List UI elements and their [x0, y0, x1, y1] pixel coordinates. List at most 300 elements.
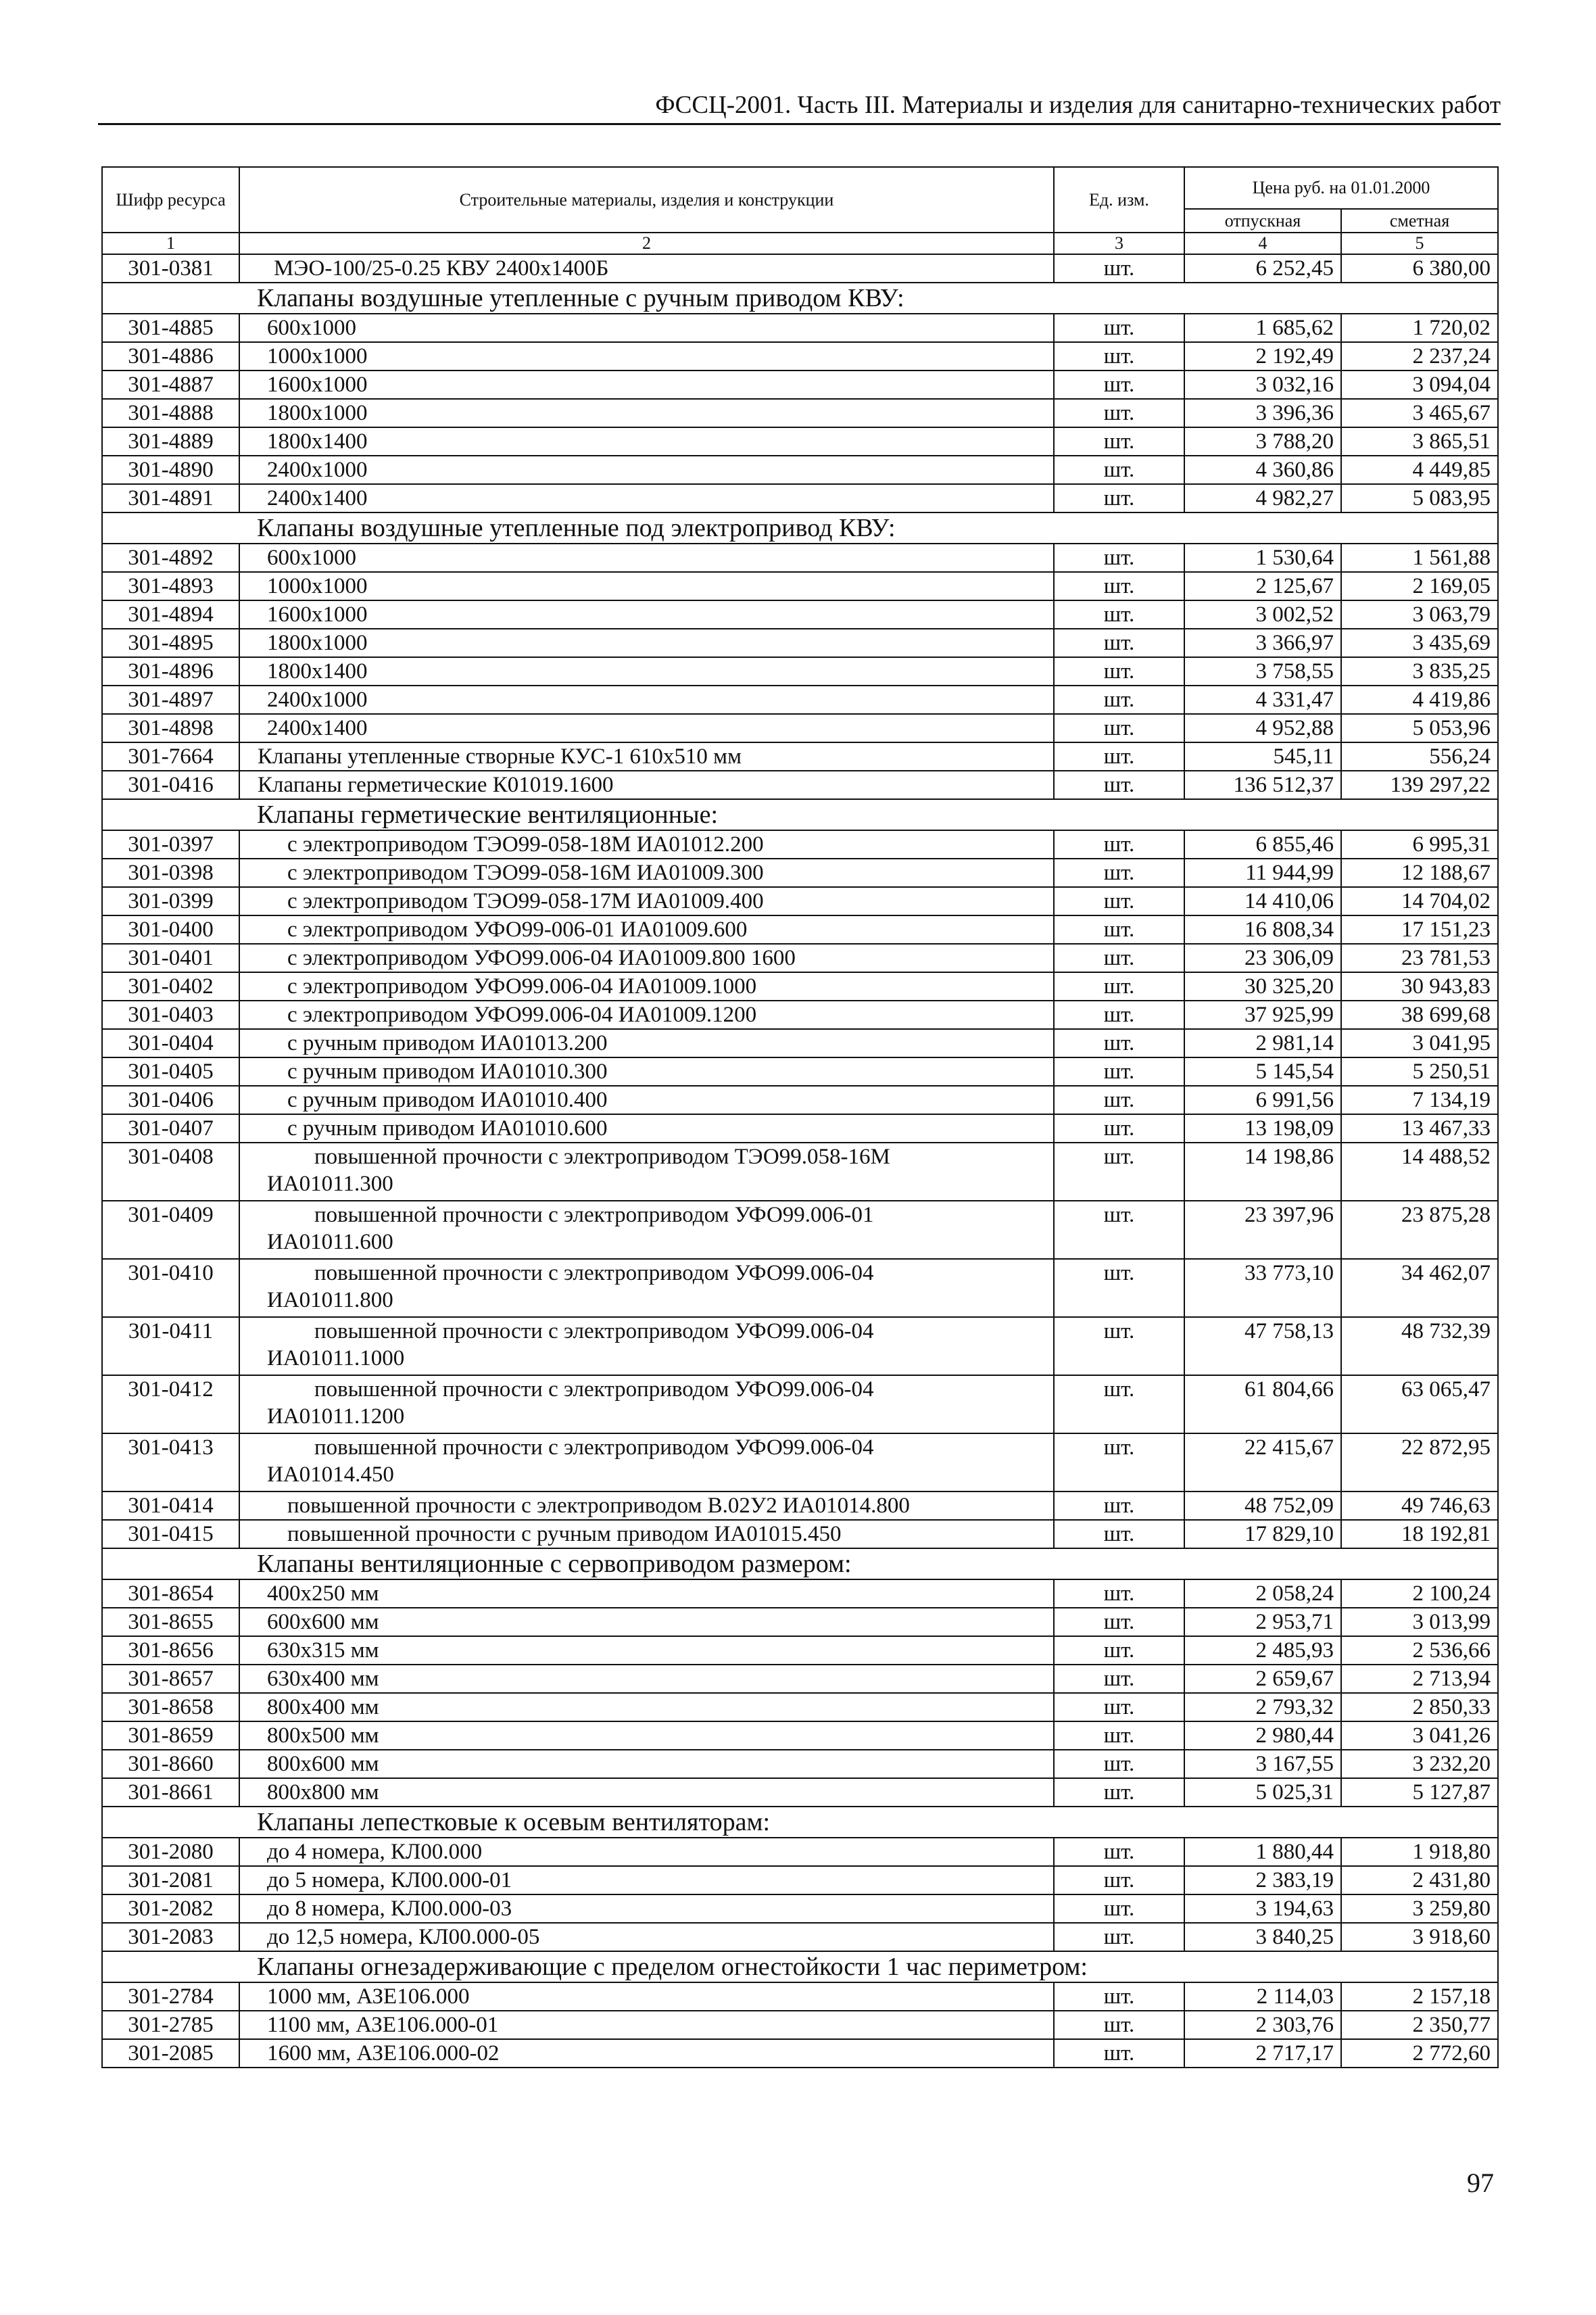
- estimate-price: 2 350,77: [1341, 2011, 1498, 2039]
- estimate-price: 17 151,23: [1341, 915, 1498, 944]
- resource-code: 301-4885: [102, 314, 239, 342]
- estimate-price: 556,24: [1341, 742, 1498, 771]
- unit-of-measure: шт.: [1054, 1001, 1184, 1029]
- estimate-price: 6 995,31: [1341, 830, 1498, 859]
- item-name-line: повышенной прочности с электроприводом ТЭО99.058-16М: [314, 1145, 890, 1169]
- item-name: 630х400 мм: [239, 1665, 1054, 1693]
- resource-code: 301-2083: [102, 1923, 239, 1951]
- estimate-price: 2 431,80: [1341, 1866, 1498, 1894]
- resource-code: 301-0402: [102, 972, 239, 1001]
- resource-code: 301-0397: [102, 830, 239, 859]
- unit-of-measure: шт.: [1054, 686, 1184, 714]
- table-row: [102, 600, 1498, 629]
- estimate-price: 2 713,94: [1341, 1665, 1498, 1693]
- table-row: [102, 1750, 1498, 1778]
- item-name-line: повышенной прочности с электроприводом УФО99.006-04: [314, 1261, 874, 1285]
- header-unit: Ед. изм.: [1054, 167, 1184, 233]
- estimate-price: 3 918,60: [1341, 1923, 1498, 1951]
- release-price: 4 360,86: [1184, 456, 1341, 484]
- item-name: 1800х1000: [239, 629, 1054, 657]
- item-name: [239, 1375, 1054, 1433]
- item-name: 1000 мм, АЗЕ106.000: [239, 1982, 1054, 2011]
- resource-code: 301-4897: [102, 686, 239, 714]
- unit-of-measure: шт.: [1054, 484, 1184, 512]
- estimate-price: 14 704,02: [1341, 887, 1498, 915]
- item-name: с электроприводом УФО99.006-04 ИА01009.800 1600: [239, 944, 1054, 972]
- unit-of-measure: шт.: [1054, 342, 1184, 371]
- release-price: 2 303,76: [1184, 2011, 1341, 2039]
- release-price: 16 808,34: [1184, 915, 1341, 944]
- item-name: [239, 1317, 1054, 1375]
- unit-of-measure: шт.: [1054, 1721, 1184, 1750]
- section-heading: Клапаны герметические вентиляционные:: [102, 799, 1498, 830]
- resource-code: 301-0416: [102, 771, 239, 799]
- item-name: [239, 1201, 1054, 1259]
- table-row: [102, 771, 1498, 799]
- resource-code: 301-4888: [102, 399, 239, 427]
- release-price: 2 659,67: [1184, 1665, 1341, 1693]
- resource-code: 301-8658: [102, 1693, 239, 1721]
- release-price: 3 002,52: [1184, 600, 1341, 629]
- resource-code: 301-8657: [102, 1665, 239, 1693]
- section-heading-row: [102, 799, 1498, 830]
- header-name: Строительные материалы, изделия и конструкции: [239, 167, 1054, 233]
- section-heading-row: [102, 1951, 1498, 1982]
- estimate-price: 3 094,04: [1341, 371, 1498, 399]
- header-code: Шифр ресурса: [102, 167, 239, 233]
- unit-of-measure: шт.: [1054, 1923, 1184, 1951]
- unit-of-measure: шт.: [1054, 1317, 1184, 1375]
- release-price: 2 383,19: [1184, 1866, 1341, 1894]
- resource-code: 301-0400: [102, 915, 239, 944]
- item-name: [239, 1259, 1054, 1317]
- item-name: Клапаны герметические К01019.1600: [239, 771, 1054, 799]
- release-price: 4 331,47: [1184, 686, 1341, 714]
- resource-code: 301-4895: [102, 629, 239, 657]
- unit-of-measure: шт.: [1054, 1143, 1184, 1201]
- table-row: [102, 1086, 1498, 1114]
- estimate-price: 3 465,67: [1341, 399, 1498, 427]
- header-release-price: отпускная: [1184, 209, 1341, 233]
- resource-code: 301-0409: [102, 1201, 239, 1259]
- item-name: повышенной прочности с ручным приводом ИА01015.450: [239, 1520, 1054, 1548]
- estimate-price: 38 699,68: [1341, 1001, 1498, 1029]
- estimate-price: 1 918,80: [1341, 1838, 1498, 1866]
- header-price-group: Цена руб. на 01.01.2000: [1184, 167, 1498, 209]
- resource-code: 301-0411: [102, 1317, 239, 1375]
- item-name: с электроприводом ТЭО99-058-16М ИА01009.300: [239, 859, 1054, 887]
- item-name-line: ИА01011.1200: [267, 1404, 405, 1429]
- unit-of-measure: шт.: [1054, 887, 1184, 915]
- estimate-price: 139 297,22: [1341, 771, 1498, 799]
- resource-code: 301-0405: [102, 1057, 239, 1086]
- item-name: с ручным приводом ИА01010.600: [239, 1114, 1054, 1143]
- unit-of-measure: шт.: [1054, 600, 1184, 629]
- resource-code: 301-4892: [102, 544, 239, 572]
- table-row: [102, 342, 1498, 371]
- document-title: ФССЦ-2001. Часть III. Материалы и изделия для санитарно-технических работ: [655, 91, 1501, 119]
- release-price: 48 752,09: [1184, 1491, 1341, 1520]
- resource-code: 301-0398: [102, 859, 239, 887]
- unit-of-measure: шт.: [1054, 915, 1184, 944]
- unit-of-measure: шт.: [1054, 254, 1184, 283]
- table-row: [102, 1375, 1498, 1433]
- estimate-price: 1 720,02: [1341, 314, 1498, 342]
- item-name-line: ИА01011.800: [267, 1288, 393, 1312]
- unit-of-measure: шт.: [1054, 1982, 1184, 2011]
- unit-of-measure: шт.: [1054, 399, 1184, 427]
- release-price: 14 410,06: [1184, 887, 1341, 915]
- table-row: [102, 1866, 1498, 1894]
- table-row: [102, 1778, 1498, 1807]
- item-name: до 5 номера, КЛ00.000-01: [239, 1866, 1054, 1894]
- release-price: 5 025,31: [1184, 1778, 1341, 1807]
- item-name: 1000х1000: [239, 572, 1054, 600]
- resource-code: 301-2082: [102, 1894, 239, 1923]
- table-header: [102, 167, 1498, 254]
- resource-code: 301-0414: [102, 1491, 239, 1520]
- release-price: 4 982,27: [1184, 484, 1341, 512]
- unit-of-measure: шт.: [1054, 1086, 1184, 1114]
- table-row: [102, 1143, 1498, 1201]
- table-row: [102, 629, 1498, 657]
- unit-of-measure: шт.: [1054, 371, 1184, 399]
- table-row: [102, 1721, 1498, 1750]
- table-row: [102, 2039, 1498, 2068]
- release-price: 545,11: [1184, 742, 1341, 771]
- table-row: [102, 544, 1498, 572]
- unit-of-measure: шт.: [1054, 859, 1184, 887]
- item-name: с ручным приводом ИА01010.400: [239, 1086, 1054, 1114]
- column-numbers-row: [102, 233, 1498, 254]
- unit-of-measure: шт.: [1054, 1778, 1184, 1807]
- estimate-price: 23 875,28: [1341, 1201, 1498, 1259]
- table-row: [102, 1894, 1498, 1923]
- release-price: 37 925,99: [1184, 1001, 1341, 1029]
- resource-code: 301-8656: [102, 1636, 239, 1665]
- estimate-price: 63 065,47: [1341, 1375, 1498, 1433]
- resource-code: 301-2080: [102, 1838, 239, 1866]
- item-name: 800х500 мм: [239, 1721, 1054, 1750]
- resource-code: 301-8654: [102, 1579, 239, 1608]
- table-row: [102, 1433, 1498, 1491]
- estimate-price: 5 053,96: [1341, 714, 1498, 742]
- estimate-price: 30 943,83: [1341, 972, 1498, 1001]
- column-number: 2: [239, 233, 1054, 254]
- unit-of-measure: шт.: [1054, 2011, 1184, 2039]
- release-price: 3 366,97: [1184, 629, 1341, 657]
- estimate-price: 4 449,85: [1341, 456, 1498, 484]
- table-row: [102, 1923, 1498, 1951]
- resource-code: 301-0399: [102, 887, 239, 915]
- resource-code: 301-4893: [102, 572, 239, 600]
- unit-of-measure: шт.: [1054, 629, 1184, 657]
- release-price: 61 804,66: [1184, 1375, 1341, 1433]
- table-row: [102, 572, 1498, 600]
- unit-of-measure: шт.: [1054, 1433, 1184, 1491]
- table-row: [102, 1057, 1498, 1086]
- page-number: 97: [1467, 2168, 1494, 2198]
- resource-code: 301-4886: [102, 342, 239, 371]
- unit-of-measure: шт.: [1054, 1491, 1184, 1520]
- estimate-price: 12 188,67: [1341, 859, 1498, 887]
- section-heading: Клапаны воздушные утепленные под электропривод КВУ:: [102, 512, 1498, 544]
- header-estimate-price: сметная: [1341, 209, 1498, 233]
- item-name: 2400х1000: [239, 686, 1054, 714]
- unit-of-measure: шт.: [1054, 1866, 1184, 1894]
- release-price: 2 793,32: [1184, 1693, 1341, 1721]
- item-name: 1800х1000: [239, 399, 1054, 427]
- item-name: 1000х1000: [239, 342, 1054, 371]
- item-name-line: ИА01011.300: [267, 1172, 393, 1196]
- release-price: 2 058,24: [1184, 1579, 1341, 1608]
- table-row: [102, 972, 1498, 1001]
- release-price: 136 512,37: [1184, 771, 1341, 799]
- release-price: 2 125,67: [1184, 572, 1341, 600]
- release-price: 3 167,55: [1184, 1750, 1341, 1778]
- table-row: [102, 714, 1498, 742]
- table-row: [102, 944, 1498, 972]
- item-name: 400х250 мм: [239, 1579, 1054, 1608]
- resource-code: 301-0406: [102, 1086, 239, 1114]
- resource-code: 301-0404: [102, 1029, 239, 1057]
- resource-code: 301-0410: [102, 1259, 239, 1317]
- release-price: 1 530,64: [1184, 544, 1341, 572]
- unit-of-measure: шт.: [1054, 1579, 1184, 1608]
- unit-of-measure: шт.: [1054, 657, 1184, 686]
- resource-code: 301-4891: [102, 484, 239, 512]
- item-name: 1800х1400: [239, 657, 1054, 686]
- unit-of-measure: шт.: [1054, 1375, 1184, 1433]
- estimate-price: 3 063,79: [1341, 600, 1498, 629]
- item-name: 2400х1400: [239, 484, 1054, 512]
- resource-code: 301-0381: [102, 254, 239, 283]
- release-price: 3 758,55: [1184, 657, 1341, 686]
- item-name-line: ИА01011.600: [267, 1230, 393, 1254]
- item-name: [239, 1143, 1054, 1201]
- table-row: [102, 1838, 1498, 1866]
- estimate-price: 2 850,33: [1341, 1693, 1498, 1721]
- release-price: 30 325,20: [1184, 972, 1341, 1001]
- unit-of-measure: шт.: [1054, 1894, 1184, 1923]
- table-row: [102, 859, 1498, 887]
- item-name: с электроприводом ТЭО99-058-18М ИА01012.200: [239, 830, 1054, 859]
- column-number: 3: [1054, 233, 1184, 254]
- table-body: [102, 254, 1498, 2068]
- release-price: 6 855,46: [1184, 830, 1341, 859]
- unit-of-measure: шт.: [1054, 1636, 1184, 1665]
- unit-of-measure: шт.: [1054, 1029, 1184, 1057]
- release-price: 2 485,93: [1184, 1636, 1341, 1665]
- estimate-price: 5 127,87: [1341, 1778, 1498, 1807]
- item-name: 1600 мм, АЗЕ106.000-02: [239, 2039, 1054, 2068]
- item-name-line: повышенной прочности с электроприводом УФО99.006-04: [314, 1377, 874, 1402]
- item-name: 1100 мм, АЗЕ106.000-01: [239, 2011, 1054, 2039]
- unit-of-measure: шт.: [1054, 1201, 1184, 1259]
- resource-code: 301-4889: [102, 427, 239, 456]
- table-row: [102, 1520, 1498, 1548]
- release-price: 6 991,56: [1184, 1086, 1341, 1114]
- item-name-line: повышенной прочности с электроприводом УФО99.006-04: [314, 1435, 874, 1460]
- price-table: [101, 166, 1499, 2068]
- table-row: [102, 686, 1498, 714]
- release-price: 1 685,62: [1184, 314, 1341, 342]
- unit-of-measure: шт.: [1054, 427, 1184, 456]
- item-name: 600х1000: [239, 544, 1054, 572]
- item-name: МЭО-100/25-0.25 КВУ 2400х1400Б: [239, 254, 1054, 283]
- unit-of-measure: шт.: [1054, 1665, 1184, 1693]
- table-row: [102, 314, 1498, 342]
- release-price: 33 773,10: [1184, 1259, 1341, 1317]
- unit-of-measure: шт.: [1054, 1057, 1184, 1086]
- estimate-price: 5 250,51: [1341, 1057, 1498, 1086]
- estimate-price: 1 561,88: [1341, 544, 1498, 572]
- section-heading-row: [102, 283, 1498, 314]
- unit-of-measure: шт.: [1054, 2039, 1184, 2068]
- resource-code: 301-0415: [102, 1520, 239, 1548]
- item-name: 1800х1400: [239, 427, 1054, 456]
- item-name: 630х315 мм: [239, 1636, 1054, 1665]
- section-heading: Клапаны вентиляционные с сервоприводом размером:: [102, 1548, 1498, 1579]
- unit-of-measure: шт.: [1054, 1838, 1184, 1866]
- item-name: с ручным приводом ИА01013.200: [239, 1029, 1054, 1057]
- release-price: 17 829,10: [1184, 1520, 1341, 1548]
- unit-of-measure: шт.: [1054, 572, 1184, 600]
- section-heading: Клапаны огнезадерживающие с пределом огнестойкости 1 час периметром:: [102, 1951, 1498, 1982]
- resource-code: 301-4887: [102, 371, 239, 399]
- estimate-price: 7 134,19: [1341, 1086, 1498, 1114]
- resource-code: 301-0401: [102, 944, 239, 972]
- release-price: 2 953,71: [1184, 1608, 1341, 1636]
- estimate-price: 49 746,63: [1341, 1491, 1498, 1520]
- table-row: [102, 657, 1498, 686]
- table-row: [102, 1608, 1498, 1636]
- item-name: с электроприводом УФО99.006-04 ИА01009.1200: [239, 1001, 1054, 1029]
- item-name: 800х400 мм: [239, 1693, 1054, 1721]
- column-number: 4: [1184, 233, 1341, 254]
- table-row: [102, 1317, 1498, 1375]
- release-price: 23 306,09: [1184, 944, 1341, 972]
- estimate-price: 5 083,95: [1341, 484, 1498, 512]
- resource-code: 301-0408: [102, 1143, 239, 1201]
- item-name: 800х800 мм: [239, 1778, 1054, 1807]
- table-row: [102, 1201, 1498, 1259]
- release-price: 3 032,16: [1184, 371, 1341, 399]
- unit-of-measure: шт.: [1054, 1520, 1184, 1548]
- estimate-price: 13 467,33: [1341, 1114, 1498, 1143]
- unit-of-measure: шт.: [1054, 830, 1184, 859]
- resource-code: 301-2784: [102, 1982, 239, 2011]
- item-name: Клапаны утепленные створные КУС-1 610х510 мм: [239, 742, 1054, 771]
- release-price: 3 396,36: [1184, 399, 1341, 427]
- unit-of-measure: шт.: [1054, 314, 1184, 342]
- resource-code: 301-4896: [102, 657, 239, 686]
- item-name: 600х1000: [239, 314, 1054, 342]
- estimate-price: 48 732,39: [1341, 1317, 1498, 1375]
- item-name: 600х600 мм: [239, 1608, 1054, 1636]
- section-heading-row: [102, 1807, 1498, 1838]
- unit-of-measure: шт.: [1054, 1750, 1184, 1778]
- resource-code: 301-0412: [102, 1375, 239, 1433]
- estimate-price: 3 435,69: [1341, 629, 1498, 657]
- item-name: до 8 номера, КЛ00.000-03: [239, 1894, 1054, 1923]
- column-number: 1: [102, 233, 239, 254]
- item-name: 2400х1400: [239, 714, 1054, 742]
- release-price: 13 198,09: [1184, 1114, 1341, 1143]
- item-name-line: ИА01014.450: [267, 1462, 394, 1487]
- section-heading-row: [102, 512, 1498, 544]
- resource-code: 301-4898: [102, 714, 239, 742]
- resource-code: 301-8655: [102, 1608, 239, 1636]
- estimate-price: 22 872,95: [1341, 1433, 1498, 1491]
- unit-of-measure: шт.: [1054, 742, 1184, 771]
- release-price: 2 114,03: [1184, 1982, 1341, 2011]
- resource-code: 301-0413: [102, 1433, 239, 1491]
- item-name-line: ИА01011.1000: [267, 1346, 405, 1370]
- table-row: [102, 427, 1498, 456]
- estimate-price: 2 536,66: [1341, 1636, 1498, 1665]
- table-row: [102, 887, 1498, 915]
- page-header: [98, 89, 1501, 125]
- resource-code: 301-4890: [102, 456, 239, 484]
- release-price: 6 252,45: [1184, 254, 1341, 283]
- table-row: [102, 1636, 1498, 1665]
- estimate-price: 3 259,80: [1341, 1894, 1498, 1923]
- item-name: с электроприводом УФО99-006-01 ИА01009.600: [239, 915, 1054, 944]
- estimate-price: 2 169,05: [1341, 572, 1498, 600]
- release-price: 1 880,44: [1184, 1838, 1341, 1866]
- resource-code: 301-2785: [102, 2011, 239, 2039]
- estimate-price: 3 041,95: [1341, 1029, 1498, 1057]
- item-name: повышенной прочности с электроприводом В.02У2 ИА01014.800: [239, 1491, 1054, 1520]
- table-row: [102, 1001, 1498, 1029]
- item-name-line: повышенной прочности с электроприводом УФО99.006-01: [314, 1203, 874, 1227]
- resource-code: 301-4894: [102, 600, 239, 629]
- estimate-price: 3 013,99: [1341, 1608, 1498, 1636]
- release-price: 2 980,44: [1184, 1721, 1341, 1750]
- release-price: 2 717,17: [1184, 2039, 1341, 2068]
- unit-of-measure: шт.: [1054, 456, 1184, 484]
- item-name: 1600х1000: [239, 371, 1054, 399]
- item-name: 1600х1000: [239, 600, 1054, 629]
- estimate-price: 6 380,00: [1341, 254, 1498, 283]
- table-row: [102, 1579, 1498, 1608]
- unit-of-measure: шт.: [1054, 714, 1184, 742]
- item-name: с электроприводом ТЭО99-058-17М ИА01009.400: [239, 887, 1054, 915]
- resource-code: 301-8660: [102, 1750, 239, 1778]
- resource-code: 301-8659: [102, 1721, 239, 1750]
- item-name: до 12,5 номера, КЛ00.000-05: [239, 1923, 1054, 1951]
- estimate-price: 2 100,24: [1341, 1579, 1498, 1608]
- section-heading: Клапаны воздушные утепленные с ручным приводом КВУ:: [102, 283, 1498, 314]
- table-row: [102, 1114, 1498, 1143]
- section-heading: Клапаны лепестковые к осевым вентиляторам:: [102, 1807, 1498, 1838]
- estimate-price: 14 488,52: [1341, 1143, 1498, 1201]
- item-name: с электроприводом УФО99.006-04 ИА01009.1000: [239, 972, 1054, 1001]
- release-price: 22 415,67: [1184, 1433, 1341, 1491]
- estimate-price: 3 865,51: [1341, 427, 1498, 456]
- estimate-price: 4 419,86: [1341, 686, 1498, 714]
- item-name: 2400х1000: [239, 456, 1054, 484]
- release-price: 3 788,20: [1184, 427, 1341, 456]
- item-name-line: повышенной прочности с электроприводом УФО99.006-04: [314, 1319, 874, 1343]
- release-price: 47 758,13: [1184, 1317, 1341, 1375]
- table-row: [102, 742, 1498, 771]
- table-row: [102, 254, 1498, 283]
- estimate-price: 3 835,25: [1341, 657, 1498, 686]
- table-row: [102, 456, 1498, 484]
- table-row: [102, 484, 1498, 512]
